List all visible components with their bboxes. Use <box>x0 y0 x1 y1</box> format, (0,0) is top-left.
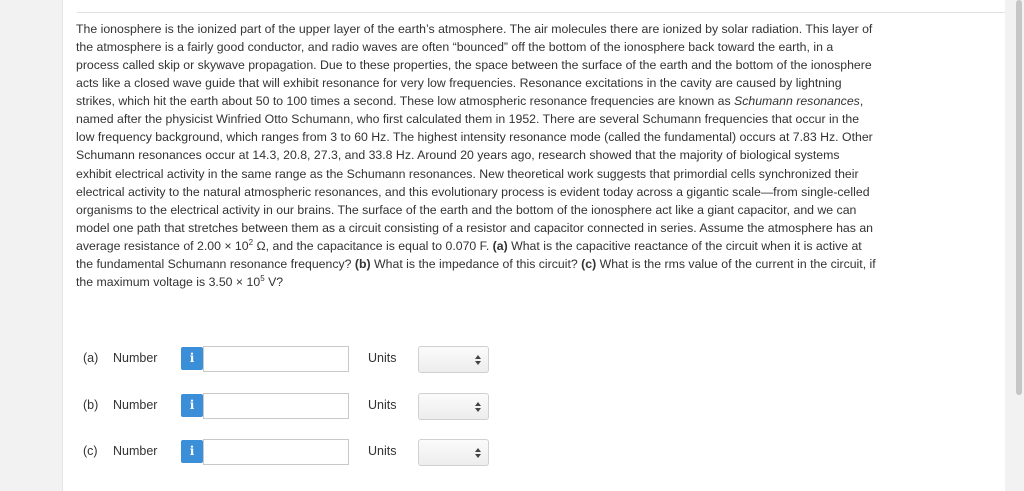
question-a-text: What is the capacitive reactance of the circuit when it is active at the fundamental Schumann resonance frequency? <box>76 238 862 271</box>
voltage-exponent: 5 <box>260 273 265 283</box>
select-arrows-icon <box>474 400 482 414</box>
number-label: Number <box>113 444 158 458</box>
number-input-b[interactable] <box>203 393 349 419</box>
problem-text-2: , named after the physicist Winfried Otto Schumann, who first calculated them in 1952. There are several Schumann frequencies that occur in the low frequency background, which ranges from 3 to 60 Hz. The highest intensity resonance mode (called the fundamental) occurs at 7.83 Hz. Other Schumann resonances occur at 14.3, 20.8, 27.3, and 33.8 Hz. Around 20 years ago, research showed that the majority of biological systems exhibit electrical activity in the same range as the Schumann resonances. New theoretical work suggests that primordial cells synchronized their electrical activity to the natural atmospheric resonances, and this evolutionary process is evident today across a gigantic scale—from single-celled organisms to the electrical activity in our brains. The surface of the earth and the bottom of the ionosphere act like a giant capacitor, and we can model one path that stretches between them as a circuit consisting of a resistor and capacitor connected in series. Assume the atmosphere has an average resistance of 2.00 × 10 <box>76 94 874 253</box>
info-icon[interactable]: i <box>181 394 203 417</box>
answer-label <box>83 351 157 365</box>
answer-row-b <box>63 391 1005 421</box>
select-arrows-icon <box>474 446 482 460</box>
units-label: Units <box>368 351 397 365</box>
info-icon[interactable]: i <box>181 347 203 370</box>
info-icon[interactable]: i <box>181 440 203 463</box>
units-label: Units <box>368 444 397 458</box>
answer-label <box>83 398 157 412</box>
units-label: Units <box>368 398 397 412</box>
problem-text-3: Ω, and the capacitance is equal to 0.070 F. <box>253 238 493 253</box>
units-select-c[interactable] <box>418 439 489 466</box>
question-b-text: What is the impedance of this circuit? <box>370 256 582 271</box>
question-a-label: (a) <box>492 238 508 253</box>
part-label: (b) <box>83 398 99 412</box>
number-input-a[interactable] <box>203 346 349 372</box>
number-label: Number <box>113 351 158 365</box>
number-input-c[interactable] <box>203 439 349 465</box>
question-c-label: (c) <box>581 256 597 271</box>
divider <box>77 12 1005 13</box>
answer-label <box>83 444 157 458</box>
scrollbar-thumb[interactable] <box>1016 0 1022 395</box>
answer-row-c <box>63 437 1005 467</box>
problem-text-4: V? <box>264 274 284 289</box>
question-b-label: (b) <box>354 256 371 271</box>
question-card <box>62 0 1005 491</box>
resistance-exponent: 2 <box>248 237 254 247</box>
problem-text-1: The ionosphere is the ionized part of the upper layer of the earth’s atmosphere. The air molecules there are ionized by solar radiation. This layer of the atmosphere is a fairly good conductor, and radio waves are often “bounced” off the bottom of the ionosphere back toward the earth, in a process called skip or skywave propagation. Due to these properties, the space between the surface of the earth and the bottom of the ionosphere acts like a closed wave guide that will exhibit resonance for very low frequencies. Resonance excitations in the cavity are caused by lightning strikes, which hit the earth about 50 to 100 times a second. These low atmospheric resonance frequencies are known as <box>76 22 873 109</box>
problem-statement <box>76 20 878 291</box>
problem-emphasis: Schumann resonances <box>734 94 860 109</box>
select-arrows-icon <box>474 353 482 367</box>
question-c-text: What is the rms value of the current in the circuit, if the maximum voltage is 3.50 × 10 <box>76 256 876 289</box>
units-select-a[interactable] <box>418 346 489 373</box>
number-label: Number <box>113 398 158 412</box>
answer-row-a <box>63 344 1005 374</box>
part-label: (c) <box>83 444 98 458</box>
units-select-b[interactable] <box>418 393 489 420</box>
part-label: (a) <box>83 351 99 365</box>
